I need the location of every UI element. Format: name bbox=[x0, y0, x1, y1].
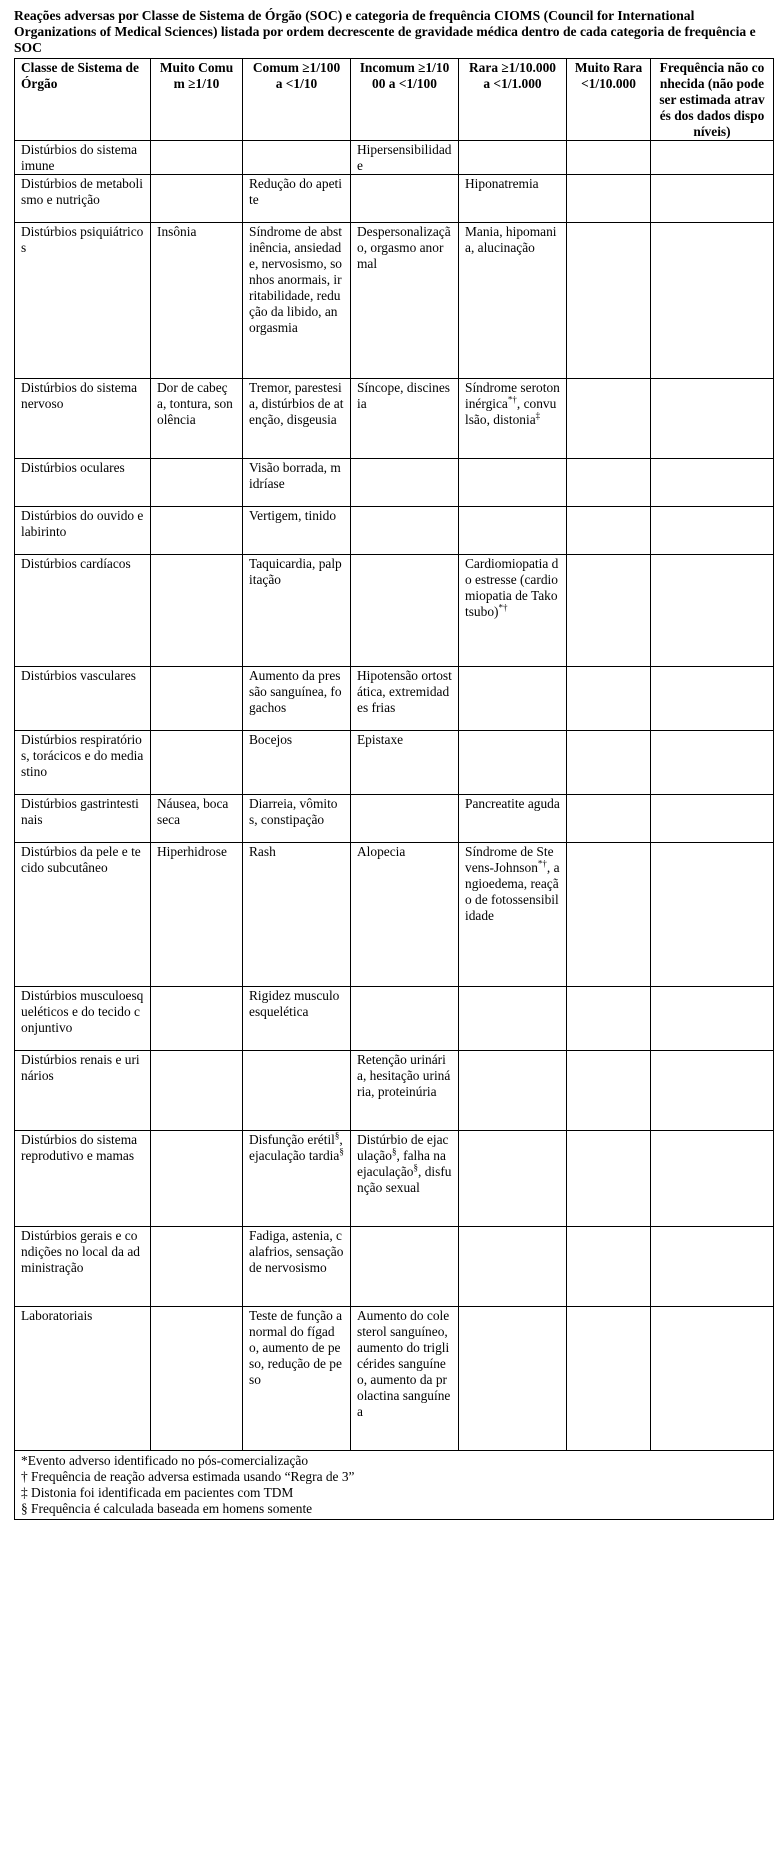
frequency-cell bbox=[651, 1051, 774, 1131]
frequency-cell: Teste de função anormal do fígado, aumento de peso, redução de peso bbox=[243, 1307, 351, 1451]
footnote-1: *Evento adverso identificado no pós-comercialização bbox=[21, 1453, 309, 1468]
frequency-cell bbox=[567, 223, 651, 379]
frequency-cell: Retenção urinária, hesitação urinária, proteinúria bbox=[351, 1051, 459, 1131]
frequency-cell bbox=[151, 1131, 243, 1227]
frequency-cell: Síndrome de Stevens-Johnson*†, angioedema, reação de fotossensibilidade bbox=[459, 843, 567, 987]
frequency-cell bbox=[651, 555, 774, 667]
frequency-cell: Insônia bbox=[151, 223, 243, 379]
adverse-reactions-table bbox=[14, 58, 774, 1520]
frequency-cell bbox=[651, 507, 774, 555]
frequency-cell bbox=[567, 1307, 651, 1451]
table-row bbox=[15, 987, 774, 1051]
frequency-cell bbox=[651, 1307, 774, 1451]
organ-class-cell: Distúrbios do ouvido e labirinto bbox=[15, 507, 151, 555]
header-cell-2: Comum ≥1/100 a <1/10 bbox=[243, 59, 351, 141]
organ-class-cell: Distúrbios gastrintestinais bbox=[15, 795, 151, 843]
frequency-cell: Hiperhidrose bbox=[151, 843, 243, 987]
footnotes-row bbox=[15, 1451, 774, 1520]
frequency-cell bbox=[567, 1131, 651, 1227]
organ-class-cell: Distúrbios psiquiátricos bbox=[15, 223, 151, 379]
frequency-cell bbox=[243, 1051, 351, 1131]
frequency-cell bbox=[351, 795, 459, 843]
frequency-cell: Tremor, parestesia, distúrbios de atenção, disgeusia bbox=[243, 379, 351, 459]
organ-class-cell: Distúrbios respiratórios, torácicos e do mediastino bbox=[15, 731, 151, 795]
frequency-cell: Dor de cabeça, tontura, sonolência bbox=[151, 379, 243, 459]
header-row bbox=[15, 59, 774, 141]
frequency-cell bbox=[351, 987, 459, 1051]
table-caption: Reações adversas por Classe de Sistema de Órgão (SOC) e categoria de frequência CIOMS (Council for International Organizations of Medical Sciences) listada por ordem decrescente de gravidade médica dentro de cada categoria de frequência e SOC bbox=[14, 8, 756, 55]
frequency-cell: Náusea, boca seca bbox=[151, 795, 243, 843]
frequency-cell bbox=[151, 459, 243, 507]
frequency-cell: Rigidez musculoesquelética bbox=[243, 987, 351, 1051]
frequency-cell bbox=[651, 175, 774, 223]
frequency-cell bbox=[651, 1227, 774, 1307]
frequency-cell bbox=[459, 1051, 567, 1131]
frequency-cell bbox=[151, 1051, 243, 1131]
frequency-cell bbox=[567, 459, 651, 507]
organ-class-cell: Distúrbios musculoesqueléticos e do tecido conjuntivo bbox=[15, 987, 151, 1051]
frequency-cell bbox=[567, 667, 651, 731]
organ-class-cell: Distúrbios oculares bbox=[15, 459, 151, 507]
organ-class-cell: Distúrbios do sistema nervoso bbox=[15, 379, 151, 459]
frequency-cell: Síncope, discinesia bbox=[351, 379, 459, 459]
frequency-cell bbox=[567, 795, 651, 843]
frequency-cell: Rash bbox=[243, 843, 351, 987]
table-row bbox=[15, 731, 774, 795]
frequency-cell bbox=[651, 843, 774, 987]
header-cell-0: Classe de Sistema de Órgão bbox=[15, 59, 151, 141]
frequency-cell bbox=[567, 731, 651, 795]
frequency-cell bbox=[151, 175, 243, 223]
frequency-cell: Aumento do colesterol sanguíneo, aumento do triglicérides sanguíneo, aumento da prolactina sanguínea bbox=[351, 1307, 459, 1451]
table-row bbox=[15, 459, 774, 507]
frequency-cell bbox=[151, 1307, 243, 1451]
organ-class-cell: Distúrbios da pele e tecido subcutâneo bbox=[15, 843, 151, 987]
frequency-cell: Vertigem, tinido bbox=[243, 507, 351, 555]
frequency-cell: Hipotensão ortostática, extremidades frias bbox=[351, 667, 459, 731]
frequency-cell bbox=[151, 987, 243, 1051]
frequency-cell: Cardiomiopatia do estresse (cardiomiopatia de Takotsubo)*† bbox=[459, 555, 567, 667]
header-cell-1: Muito Comum ≥1/10 bbox=[151, 59, 243, 141]
frequency-cell bbox=[567, 379, 651, 459]
frequency-cell bbox=[151, 507, 243, 555]
frequency-cell: Fadiga, astenia, calafrios, sensação de nervosismo bbox=[243, 1227, 351, 1307]
frequency-cell: Mania, hipomania, alucinação bbox=[459, 223, 567, 379]
table-row bbox=[15, 175, 774, 223]
frequency-cell bbox=[459, 1131, 567, 1227]
table-row bbox=[15, 507, 774, 555]
frequency-cell bbox=[151, 555, 243, 667]
frequency-cell: Aumento da pressão sanguínea, fogachos bbox=[243, 667, 351, 731]
frequency-cell: Redução do apetite bbox=[243, 175, 351, 223]
table-row bbox=[15, 667, 774, 731]
frequency-cell bbox=[567, 987, 651, 1051]
table-row bbox=[15, 1227, 774, 1307]
organ-class-cell: Distúrbios gerais e condições no local da administração bbox=[15, 1227, 151, 1307]
organ-class-cell: Distúrbios do sistema reprodutivo e mamas bbox=[15, 1131, 151, 1227]
table-row bbox=[15, 379, 774, 459]
footnote-3: ‡ Distonia foi identificada em pacientes com TDM bbox=[21, 1485, 294, 1500]
frequency-cell: Hiponatremia bbox=[459, 175, 567, 223]
header-cell-6: Frequência não conhecida (não pode ser estimada através dos dados disponíveis) bbox=[651, 59, 774, 141]
frequency-cell: Despersonalização, orgasmo anormal bbox=[351, 223, 459, 379]
frequency-cell bbox=[459, 731, 567, 795]
table-row bbox=[15, 555, 774, 667]
frequency-cell bbox=[651, 223, 774, 379]
table-row bbox=[15, 223, 774, 379]
table-row bbox=[15, 1051, 774, 1131]
table-row bbox=[15, 141, 774, 175]
organ-class-cell: Distúrbios de metabolismo e nutrição bbox=[15, 175, 151, 223]
frequency-cell: Síndrome serotoninérgica*†, convulsão, distonia‡ bbox=[459, 379, 567, 459]
frequency-cell bbox=[351, 459, 459, 507]
frequency-cell bbox=[567, 1227, 651, 1307]
frequency-cell: Síndrome de abstinência, ansiedade, nervosismo, sonhos anormais, irritabilidade, redução da libido, anorgasmia bbox=[243, 223, 351, 379]
frequency-cell: Alopecia bbox=[351, 843, 459, 987]
frequency-cell bbox=[351, 507, 459, 555]
frequency-cell bbox=[243, 141, 351, 175]
frequency-cell bbox=[459, 667, 567, 731]
frequency-cell bbox=[567, 175, 651, 223]
frequency-cell bbox=[651, 667, 774, 731]
frequency-cell: Bocejos bbox=[243, 731, 351, 795]
footnote-2: † Frequência de reação adversa estimada usando “Regra de 3” bbox=[21, 1469, 355, 1484]
footnote-4: § Frequência é calculada baseada em homens somente bbox=[21, 1501, 313, 1516]
organ-class-cell: Distúrbios vasculares bbox=[15, 667, 151, 731]
frequency-cell bbox=[651, 731, 774, 795]
frequency-cell bbox=[151, 1227, 243, 1307]
frequency-cell bbox=[151, 731, 243, 795]
frequency-cell bbox=[567, 555, 651, 667]
organ-class-cell: Distúrbios renais e urinários bbox=[15, 1051, 151, 1131]
frequency-cell bbox=[567, 843, 651, 987]
frequency-cell: Taquicardia, palpitação bbox=[243, 555, 351, 667]
frequency-cell: Diarreia, vômitos, constipação bbox=[243, 795, 351, 843]
table-body bbox=[15, 141, 774, 1451]
frequency-cell bbox=[651, 141, 774, 175]
frequency-cell bbox=[567, 507, 651, 555]
frequency-cell bbox=[151, 141, 243, 175]
frequency-cell bbox=[459, 1227, 567, 1307]
frequency-cell bbox=[651, 987, 774, 1051]
organ-class-cell: Distúrbios do sistema imune bbox=[15, 141, 151, 175]
frequency-cell bbox=[651, 795, 774, 843]
frequency-cell: Epistaxe bbox=[351, 731, 459, 795]
frequency-cell: Disfunção erétil§, ejaculação tardia§ bbox=[243, 1131, 351, 1227]
frequency-cell bbox=[567, 1051, 651, 1131]
table-row bbox=[15, 1131, 774, 1227]
table-row bbox=[15, 1307, 774, 1451]
frequency-cell bbox=[459, 987, 567, 1051]
table-row bbox=[15, 795, 774, 843]
table-row bbox=[15, 843, 774, 987]
header-cell-4: Rara ≥1/10.000 a <1/1.000 bbox=[459, 59, 567, 141]
organ-class-cell: Laboratoriais bbox=[15, 1307, 151, 1451]
frequency-cell bbox=[651, 379, 774, 459]
frequency-cell bbox=[567, 141, 651, 175]
frequency-cell bbox=[351, 555, 459, 667]
frequency-cell bbox=[459, 1307, 567, 1451]
frequency-cell bbox=[459, 507, 567, 555]
frequency-cell bbox=[459, 459, 567, 507]
frequency-cell bbox=[651, 459, 774, 507]
frequency-cell: Distúrbio de ejaculação§, falha na ejaculação§, disfunção sexual bbox=[351, 1131, 459, 1227]
frequency-cell: Visão borrada, midríase bbox=[243, 459, 351, 507]
header-cell-5: Muito Rara <1/10.000 bbox=[567, 59, 651, 141]
organ-class-cell: Distúrbios cardíacos bbox=[15, 555, 151, 667]
frequency-cell bbox=[651, 1131, 774, 1227]
frequency-cell bbox=[351, 175, 459, 223]
header-cell-3: Incomum ≥1/1000 a <1/100 bbox=[351, 59, 459, 141]
frequency-cell bbox=[351, 1227, 459, 1307]
frequency-cell bbox=[459, 141, 567, 175]
frequency-cell: Pancreatite aguda bbox=[459, 795, 567, 843]
footnotes-cell bbox=[15, 1451, 774, 1520]
frequency-cell bbox=[151, 667, 243, 731]
frequency-cell: Hipersensibilidade bbox=[351, 141, 459, 175]
